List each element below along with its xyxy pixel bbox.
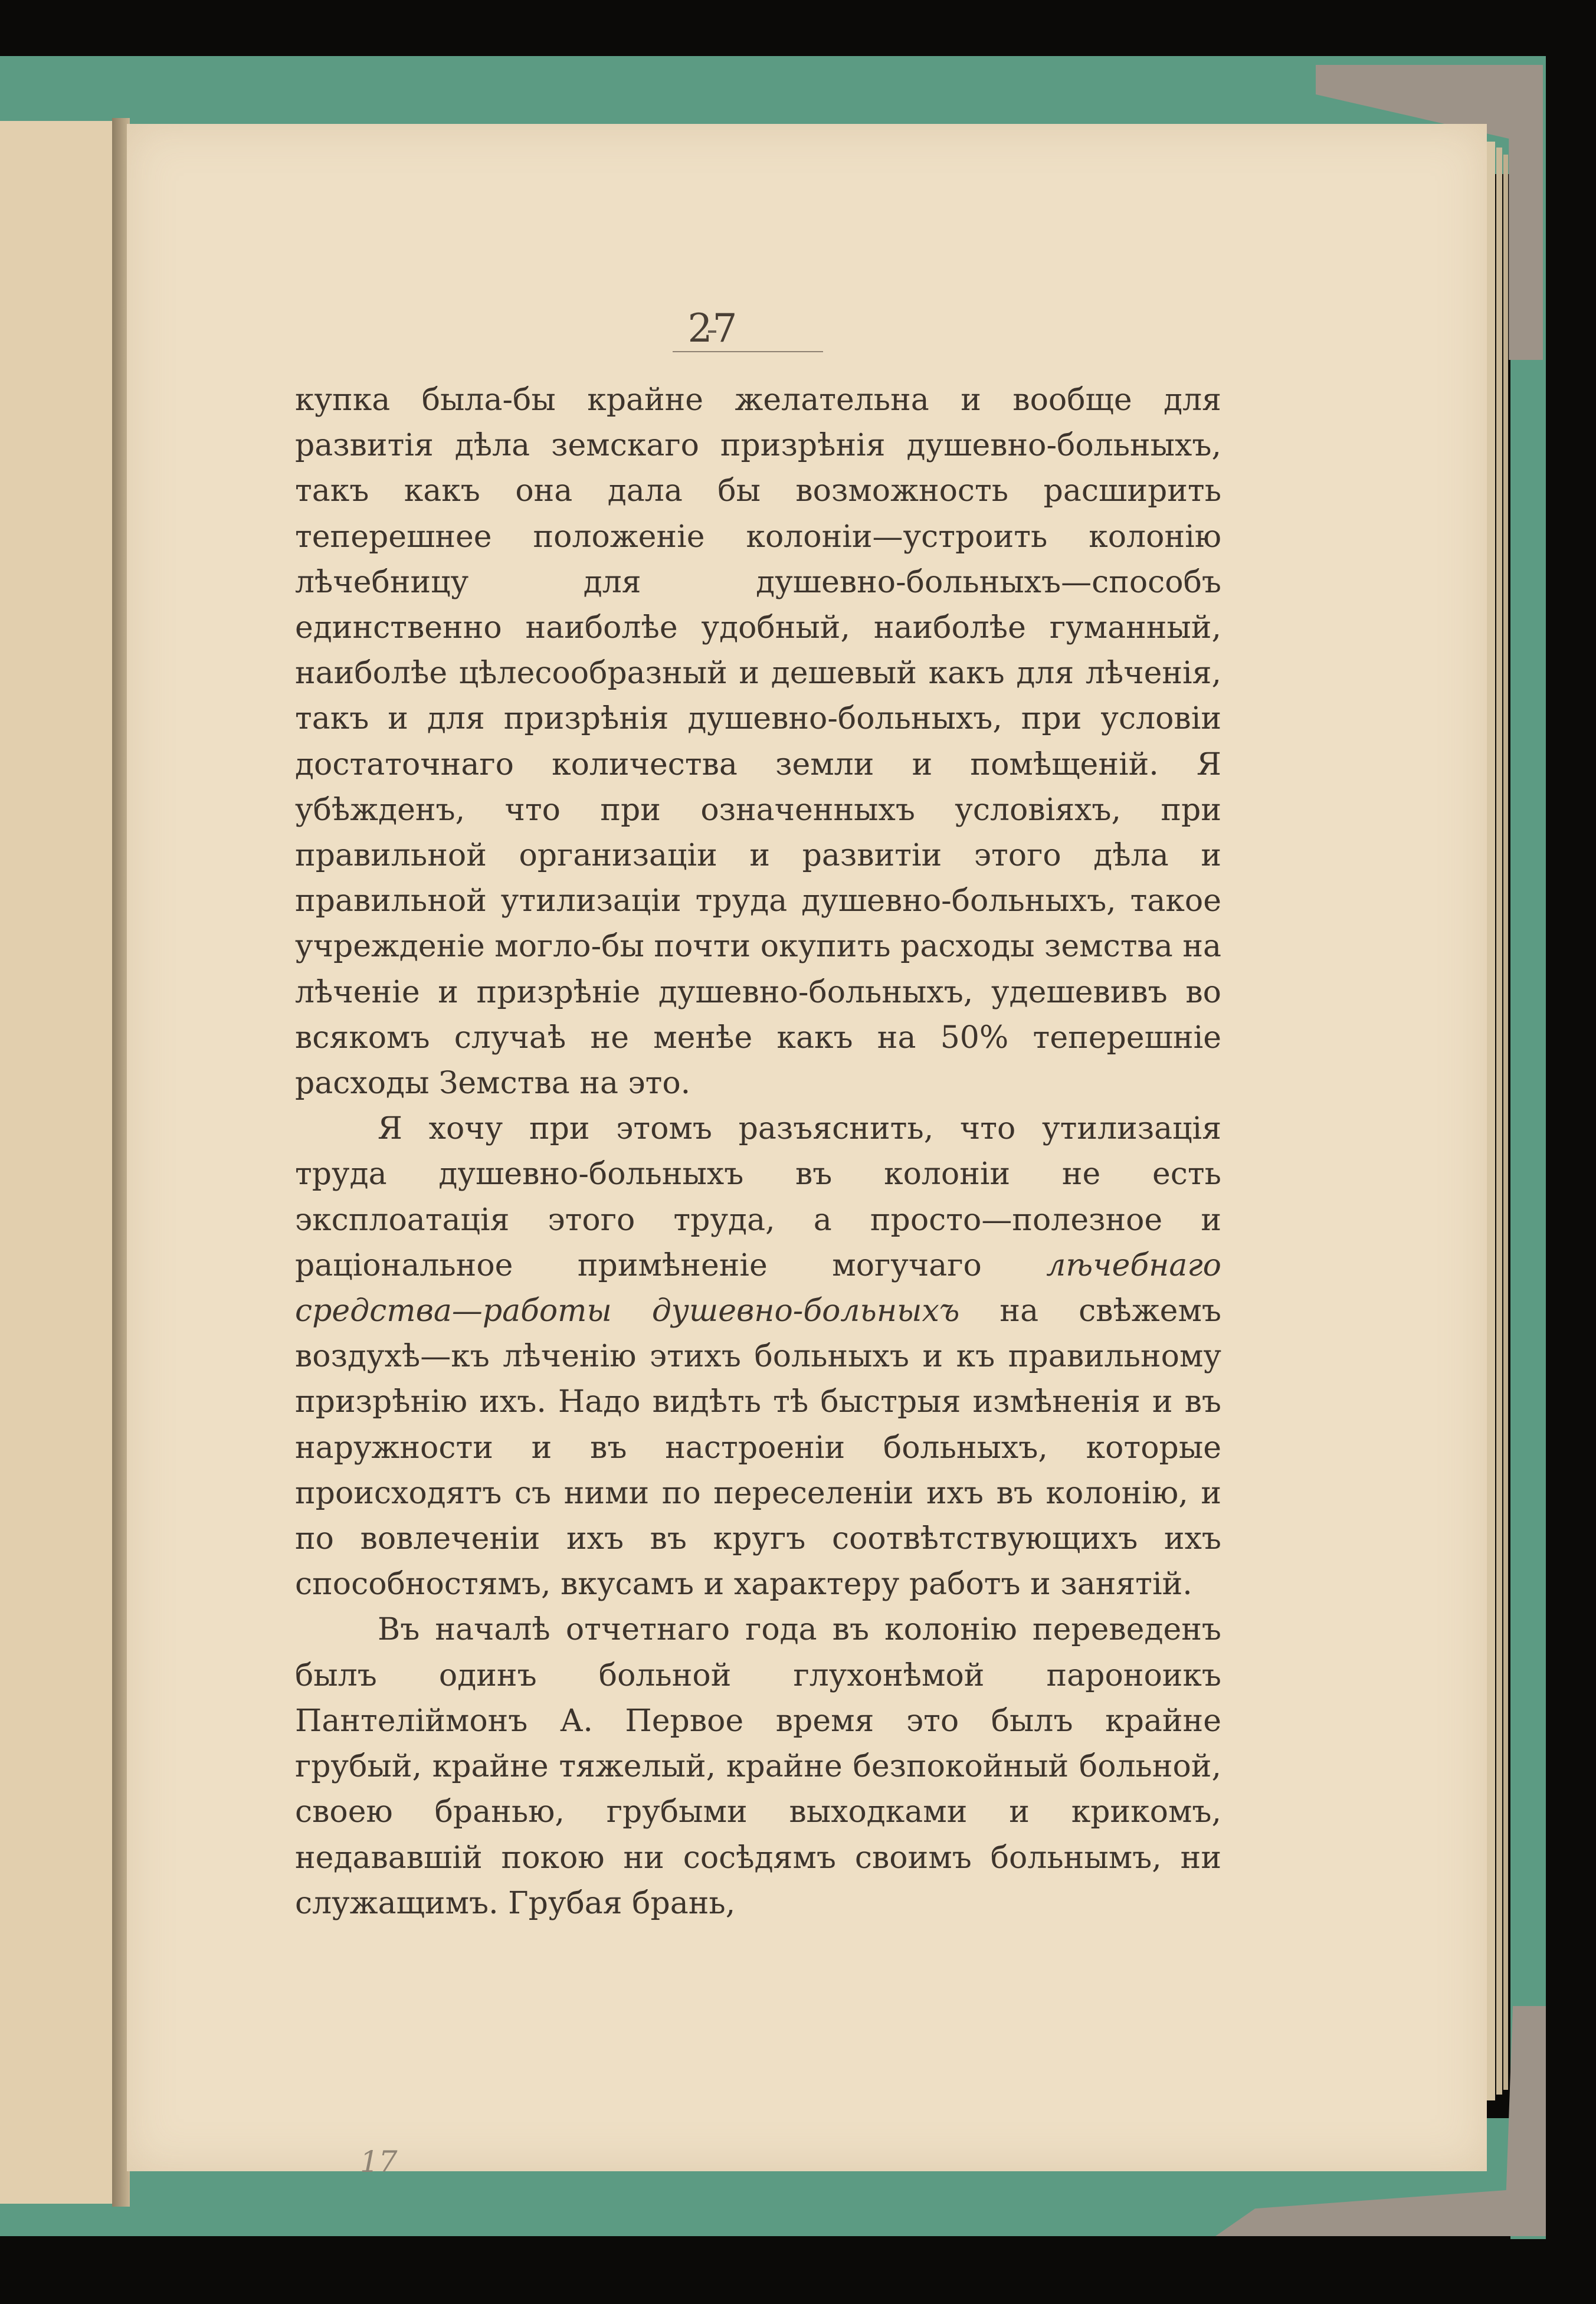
margin-mark: 17 [360,2145,398,2179]
paragraph-2 [295,1106,1221,1607]
header-rule [673,351,823,352]
page-body [295,378,1221,1926]
facing-page-edge [0,121,119,2204]
paragraph-3: Въ началѣ отчетнаго года въ колонію переведенъ былъ одинъ больной глухонѣмой паронoикъ Пантеліймонъ А. Первое время это былъ крайне грубый, крайне тяжелый, крайне безпокойный больной, своею бранью, грубыми выходками и крикомъ, недававшій покою ни сосѣдямъ своимъ больнымъ, ни служащимъ. Грубая брань, [295,1612,1221,1921]
paragraph-2-end: на свѣжемъ воздухѣ—къ лѣченію этихъ больныхъ и къ правильному призрѣнію ихъ. Надо видѣть тѣ быстрыя измѣненія и въ наружности и въ настроеніи больныхъ, которые происходятъ съ ними по переселеніи ихъ въ колонію, и по вовлеченіи ихъ въ кругъ соотвѣтствующихъ ихъ способностямъ, вкусамъ и характеру работъ и занятій. [295,1293,1221,1602]
page-edge [1503,155,1508,2090]
paragraph-1: купка была-бы крайне желательна и вообще для развитія дѣла земскаго призрѣнія душевно-больныхъ, такъ какъ она дала бы возможность расширить теперешнее положеніе колоніи—устроить колонію лѣчебницу для душевно-больныхъ—способъ единственно наиболѣе удобный, наиболѣе гуманный, наиболѣе цѣлесообразный и дешевый какъ для лѣченія, такъ и для призрѣнія душевно-больныхъ, при условіи достаточнаго количества земли и помѣщеній. Я убѣжденъ, что при означенныхъ условіяхъ, при правильной организаціи и развитіи этого дѣла и правильной утилизаціи труда душевно-больныхъ, такое учрежденіе могло-бы почти окупить расходы земства на лѣченіе и призрѣніе душевно-больныхъ, удешевивъ во всякомъ случаѣ не менѣе какъ на 50% теперешніе расходы Земства на это. [295,382,1221,1102]
book-cover-right [1510,56,1546,2239]
book-page [127,124,1487,2179]
page-number: 27 [687,306,738,351]
page-edge [1496,148,1502,2095]
paragraph-2-emphasis: лѣчебнаго средства—работы душевно-больныхъ [295,1247,1221,1329]
paragraph-2-start: Я хочу при этомъ разъяснить, что утилизація труда душевно-больныхъ въ колоніи не есть эксплоатація этого труда, а просто—полезное и раціональное примѣненіе могучаго [295,1111,1221,1283]
page-edge [1487,142,1495,2100]
